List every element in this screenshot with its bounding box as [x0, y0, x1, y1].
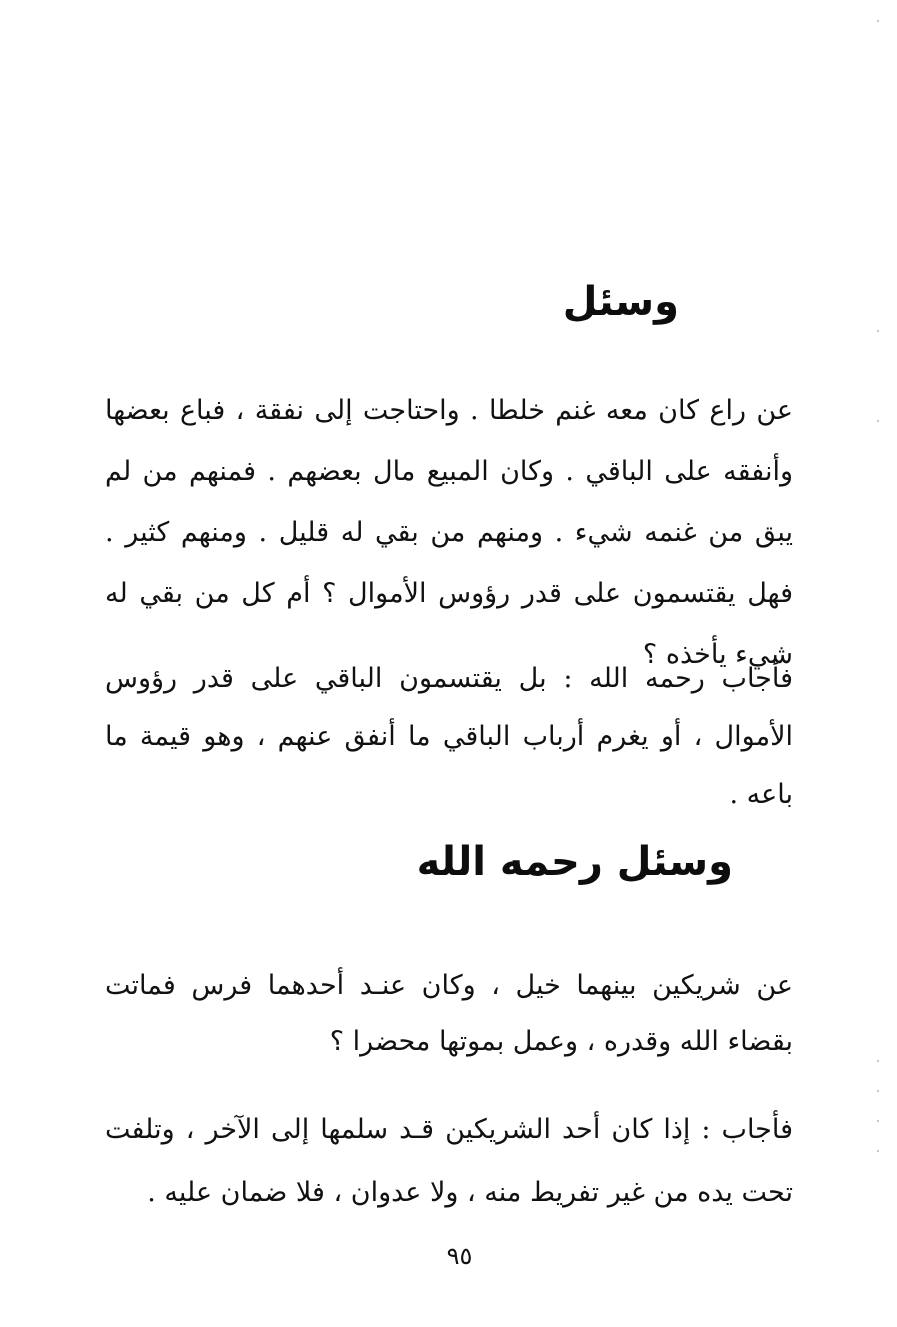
section-heading-2: وسئل رحمه الله	[416, 839, 733, 885]
question-paragraph-2: عن شريكين بينهما خيل ، وكان عنـد أحدهما فرس فماتت بقضاء الله وقدره ، وعمل بموتها محضرا ؟	[105, 970, 793, 1057]
page-edge-marks	[877, 0, 879, 1327]
answer-paragraph-1: فأجاب رحمه الله : بل يقتسمون الباقي على قدر رؤوس الأموال ، أو يغرم أرباب الباقي ما أنفق عنهم ، وهو قيمة ما باعه .	[105, 663, 793, 810]
section-heading-1: وسئل	[562, 279, 679, 325]
answer-paragraph-2: فأجاب : إذا كان أحد الشريكين قـد سلمها إلى الآخر ، وتلفت تحت يده من غير تفريط منه ، ولا عدوان ، فلا ضمان عليه .	[105, 1114, 793, 1208]
question-paragraph-1: عن راع كان معه غنم خلطا . واحتاجت إلى نفقة ، فباع بعضها وأنفقه على الباقي . وكان المبيع مال بعضهم . فمنهم من لم يبق من غنمه شيء . ومنهم من بقي له قليل . ومنهم كثير . فهل يقتسمون على قدر رؤوس الأموال ؟ أم كل من بقي له شيء يأخذه ؟	[105, 395, 793, 670]
page-number: ٩٥	[446, 1242, 473, 1270]
